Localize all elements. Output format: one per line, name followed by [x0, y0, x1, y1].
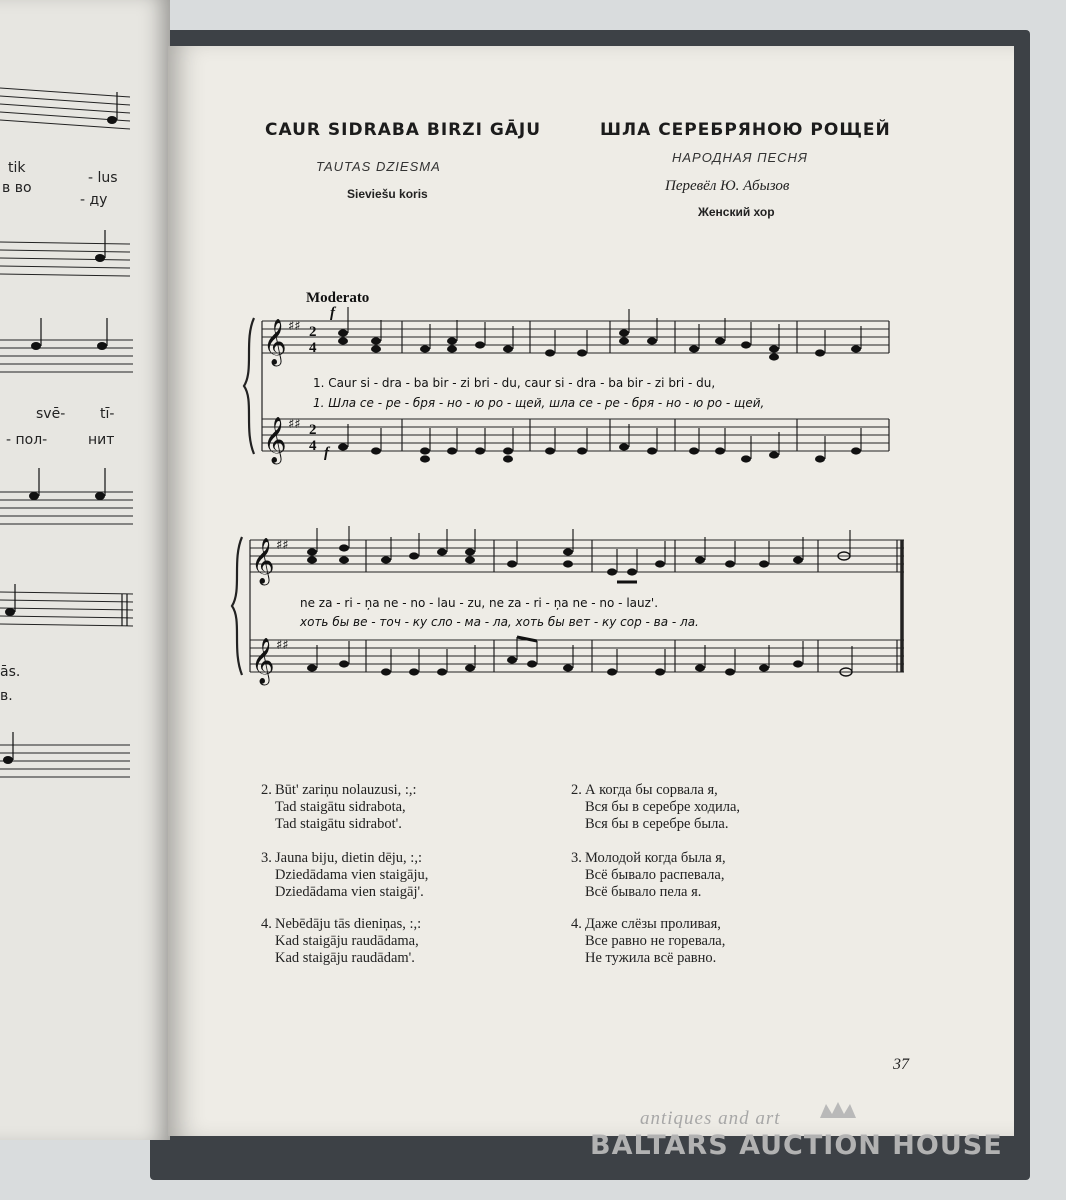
verse-number: 4. [571, 916, 582, 932]
verse-number: 4. [261, 916, 272, 932]
key-signature: ♯♯ [276, 638, 289, 653]
notes-system1-lower [338, 443, 861, 462]
verse-lv-2 [261, 782, 417, 833]
verse-number: 3. [261, 850, 272, 866]
time-sig-bottom: 4 [309, 438, 317, 454]
lyrics-line-ru-1: 1. Шла се - ре - бря - но - ю ро - щей, шла се - ре - бря - но - ю ро - щей, [313, 396, 765, 410]
verse-line: Jauna biju, dietin dēju, :,: [275, 850, 422, 866]
tempo-marking: Moderato [306, 290, 370, 306]
key-signature: ♯♯ [288, 319, 301, 334]
lyrics-line-lv-1: 1. Caur si - dra - ba bir - zi bri - du, caur si - dra - ba bir - zi bri - du, [313, 376, 716, 390]
latvian-subtitle: TAUTAS DZIESMA [316, 159, 441, 174]
latvian-title: CAUR SIDRABA BIRZI GĀJU [265, 120, 542, 140]
treble-clef: 𝄞 [251, 538, 275, 584]
left-fragment: в во [2, 180, 32, 196]
lyrics-line-lv-2: ne za - ri - ņa ne - no - lau - zu, ne za - ri - ņa ne - no - lauz'. [300, 596, 659, 610]
treble-clef: 𝄞 [263, 319, 287, 365]
dynamic-marking-lower: f [324, 445, 329, 461]
verse-line: Вся бы в серебре была. [585, 816, 729, 832]
verse-line: Не тужила всё равно. [585, 950, 717, 966]
translator-credit: Перевёл Ю. Абызов [665, 178, 790, 194]
verse-ru-3 [571, 850, 726, 901]
treble-clef: 𝄞 [251, 638, 275, 684]
watermark-tagline: antiques and art [640, 1108, 781, 1129]
time-sig-bottom: 4 [309, 340, 317, 356]
left-fragment: svē- [36, 406, 66, 422]
verse-line: Все равно не горевала, [585, 933, 726, 949]
stems-system2-lower [317, 637, 852, 672]
verse-line: Даже слёзы проливая, [585, 916, 721, 932]
dynamic-marking: f [330, 305, 335, 321]
verse-line: Būt' zariņu nolauzusi, :,: [275, 782, 417, 798]
verse-ru-4 [571, 916, 726, 967]
verse-line: Kad staigāju raudādama, [275, 933, 419, 949]
verse-line: Tad staigātu sidrabot'. [275, 816, 402, 832]
notes-system2-lower [307, 656, 803, 675]
verse-line: Tad staigātu sidrabota, [275, 799, 406, 815]
left-fragment: - lus [88, 170, 118, 186]
russian-choir: Женский хор [698, 205, 775, 219]
left-fragment: в. [0, 688, 13, 704]
verse-line: Dziedādama vien staigāj'. [275, 884, 424, 900]
verse-line: Dziedādama vien staigāju, [275, 867, 429, 883]
russian-subtitle: НАРОДНАЯ ПЕСНЯ [672, 150, 808, 165]
time-sig-top: 2 [309, 324, 317, 340]
verse-ru-2 [571, 782, 741, 833]
left-fragment: ās. [0, 664, 21, 680]
time-sig-top: 2 [309, 422, 317, 438]
crown-icon [820, 1102, 856, 1118]
left-fragment: tik [8, 160, 26, 176]
verse-line: Всё бывало распевала, [585, 867, 725, 883]
left-fragment: - пол- [6, 432, 48, 448]
verse-number: 3. [571, 850, 582, 866]
verse-lv-3 [261, 850, 429, 901]
system-brace-2 [232, 537, 242, 675]
russian-title: ШЛА СЕРЕБРЯНОЮ РОЩЕЙ [600, 120, 891, 140]
verse-number: 2. [261, 782, 272, 798]
latvian-choir: Sieviešu koris [347, 187, 428, 201]
verse-lv-4 [261, 916, 422, 967]
stems-system2-upper [317, 526, 850, 572]
page-number: 37 [893, 1056, 909, 1073]
watermark-brand: BALTARS AUCTION HOUSE [590, 1130, 1003, 1161]
verse-line: Nebēdāju tās dieniņas, :,: [275, 916, 422, 932]
verse-line: Kad staigāju raudādam'. [275, 950, 415, 966]
verse-line: Молодой когда была я, [585, 850, 726, 866]
left-fragment: нит [88, 432, 115, 448]
verse-number: 2. [571, 782, 582, 798]
lyrics-line-ru-2: хоть бы ве - точ - ку сло - ма - ла, хоть бы вет - ку сор - ва - ла. [300, 615, 699, 629]
key-signature: ♯♯ [288, 417, 301, 432]
key-signature: ♯♯ [276, 538, 289, 553]
notes-system2-upper [307, 544, 803, 575]
left-fragment: - ду [80, 192, 108, 208]
verse-line: А когда бы сорвала я, [585, 782, 718, 798]
verse-line: Всё бывало пела я. [585, 884, 702, 900]
left-fragment: tī- [100, 406, 115, 422]
system-brace [244, 318, 254, 454]
treble-clef: 𝄞 [263, 417, 287, 463]
verse-line: Вся бы в серебре ходила, [585, 799, 741, 815]
